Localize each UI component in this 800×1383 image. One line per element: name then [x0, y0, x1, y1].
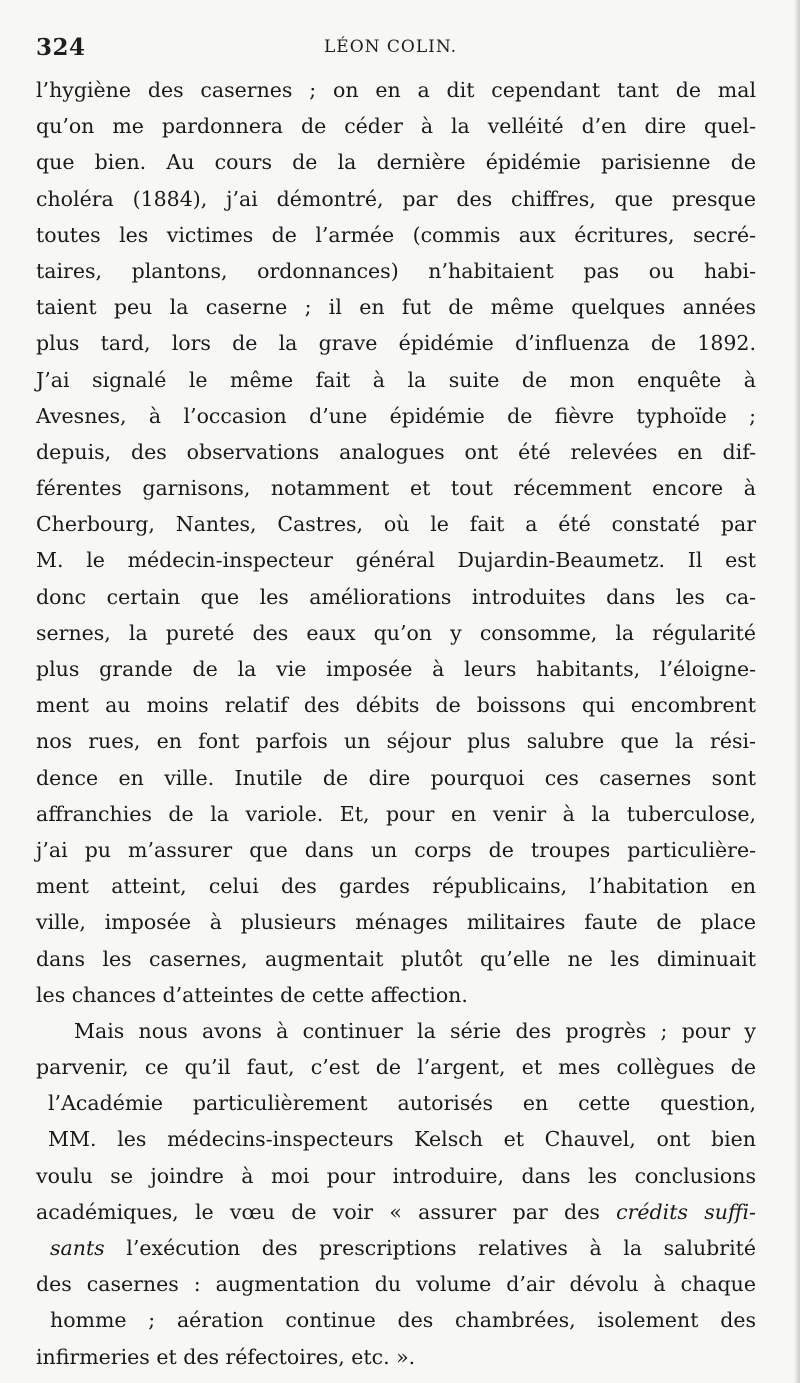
- page-number: 324: [36, 34, 86, 61]
- text-line: l’Académie particulièrement autorisés en cette question,: [48, 1091, 756, 1116]
- text-line: choléra (1884), j’ai démontré, par des chiffres, que presque: [36, 186, 756, 211]
- running-title: LÉON COLIN.: [324, 37, 458, 57]
- text-line: voulu se joindre à moi pour introduire, dans les conclusions: [36, 1163, 756, 1188]
- text-line: affranchies de la variole. Et, pour en venir à la tuberculose,: [36, 801, 756, 826]
- text-line: M. le médecin-inspecteur général Dujardin-Beaumetz. Il est: [36, 548, 756, 573]
- text-line: depuis, des observations analogues ont été relevées en dif-: [36, 439, 756, 464]
- text-line: taires, plantons, ordonnances) n’habitaient pas ou habi-: [36, 258, 756, 283]
- text-line: toutes les victimes de l’armée (commis aux écritures, secré-: [36, 222, 756, 247]
- text-line: les chances d’atteintes de cette affection.: [36, 982, 468, 1007]
- text-line: MM. les médecins-inspecteurs Kelsch et Chauvel, ont bien: [48, 1127, 756, 1152]
- text-line: Cherbourg, Nantes, Castres, où le fait a été constaté par: [36, 512, 756, 537]
- text-line: Avesnes, à l’occasion d’une épidémie de fièvre typhoïde ;: [36, 403, 756, 428]
- text-line: nos rues, en font parfois un séjour plus salubre que la rési-: [36, 729, 756, 754]
- text-line: qu’on me pardonnera de céder à la velléité d’en dire quel-: [36, 114, 756, 139]
- text-line: ment atteint, celui des gardes républicains, l’habitation en: [36, 874, 756, 899]
- text-line: parvenir, ce qu’il faut, c’est de l’argent, et mes collègues de: [36, 1055, 756, 1080]
- text-line: Mais nous avons à continuer la série des progrès ; pour y: [74, 1018, 756, 1043]
- text-line: infirmeries et des réfectoires, etc. ».: [36, 1344, 416, 1369]
- text-line: homme ; aération continue des chambrées, isolement des: [50, 1308, 756, 1333]
- text-line: j’ai pu m’assurer que dans un corps de troupes particulière-: [36, 837, 756, 862]
- text-line: des casernes : augmentation du volume d’air dévolu à chaque: [36, 1272, 756, 1297]
- text-line: sernes, la pureté des eaux qu’on y consomme, la régularité: [36, 620, 756, 645]
- text-line: férentes garnisons, notamment et tout récemment encore à: [36, 476, 756, 501]
- running-head: [36, 34, 760, 64]
- body-text: [36, 72, 756, 1375]
- text-fragment: académiques, le vœu de voir « assurer par des: [36, 1199, 617, 1224]
- text-line: l’hygiène des casernes ; on en a dit cependant tant de mal: [36, 78, 756, 102]
- text-line: taient peu la caserne ; il en fut de même quelques années: [36, 295, 756, 320]
- italic-phrase: crédits suffi-: [616, 1199, 756, 1224]
- text-line: [36, 1230, 756, 1266]
- text-line: donc certain que les améliorations introduites dans les ca-: [36, 584, 756, 609]
- text-line: [36, 1194, 756, 1230]
- text-line: dans les casernes, augmentait plutôt qu’elle ne les diminuait: [36, 946, 756, 971]
- text-line: que bien. Au cours de la dernière épidémie parisienne de: [36, 150, 756, 175]
- text-line: plus tard, lors de la grave épidémie d’influenza de 1892.: [36, 331, 756, 356]
- text-line: plus grande de la vie imposée à leurs habitants, l’éloigne-: [36, 657, 756, 681]
- text-line: dence en ville. Inutile de dire pourquoi ces casernes sont: [36, 765, 756, 790]
- text-line: ment au moins relatif des débits de boissons qui encombrent: [36, 693, 756, 718]
- text-line: ville, imposée à plusieurs ménages militaires faute de place: [36, 910, 756, 935]
- text-line: J’ai signalé le même fait à la suite de mon enquête à: [36, 367, 756, 392]
- text-fragment: l’exécution des prescriptions relatives à la salubrité: [104, 1236, 756, 1260]
- italic-phrase: sants: [50, 1236, 105, 1260]
